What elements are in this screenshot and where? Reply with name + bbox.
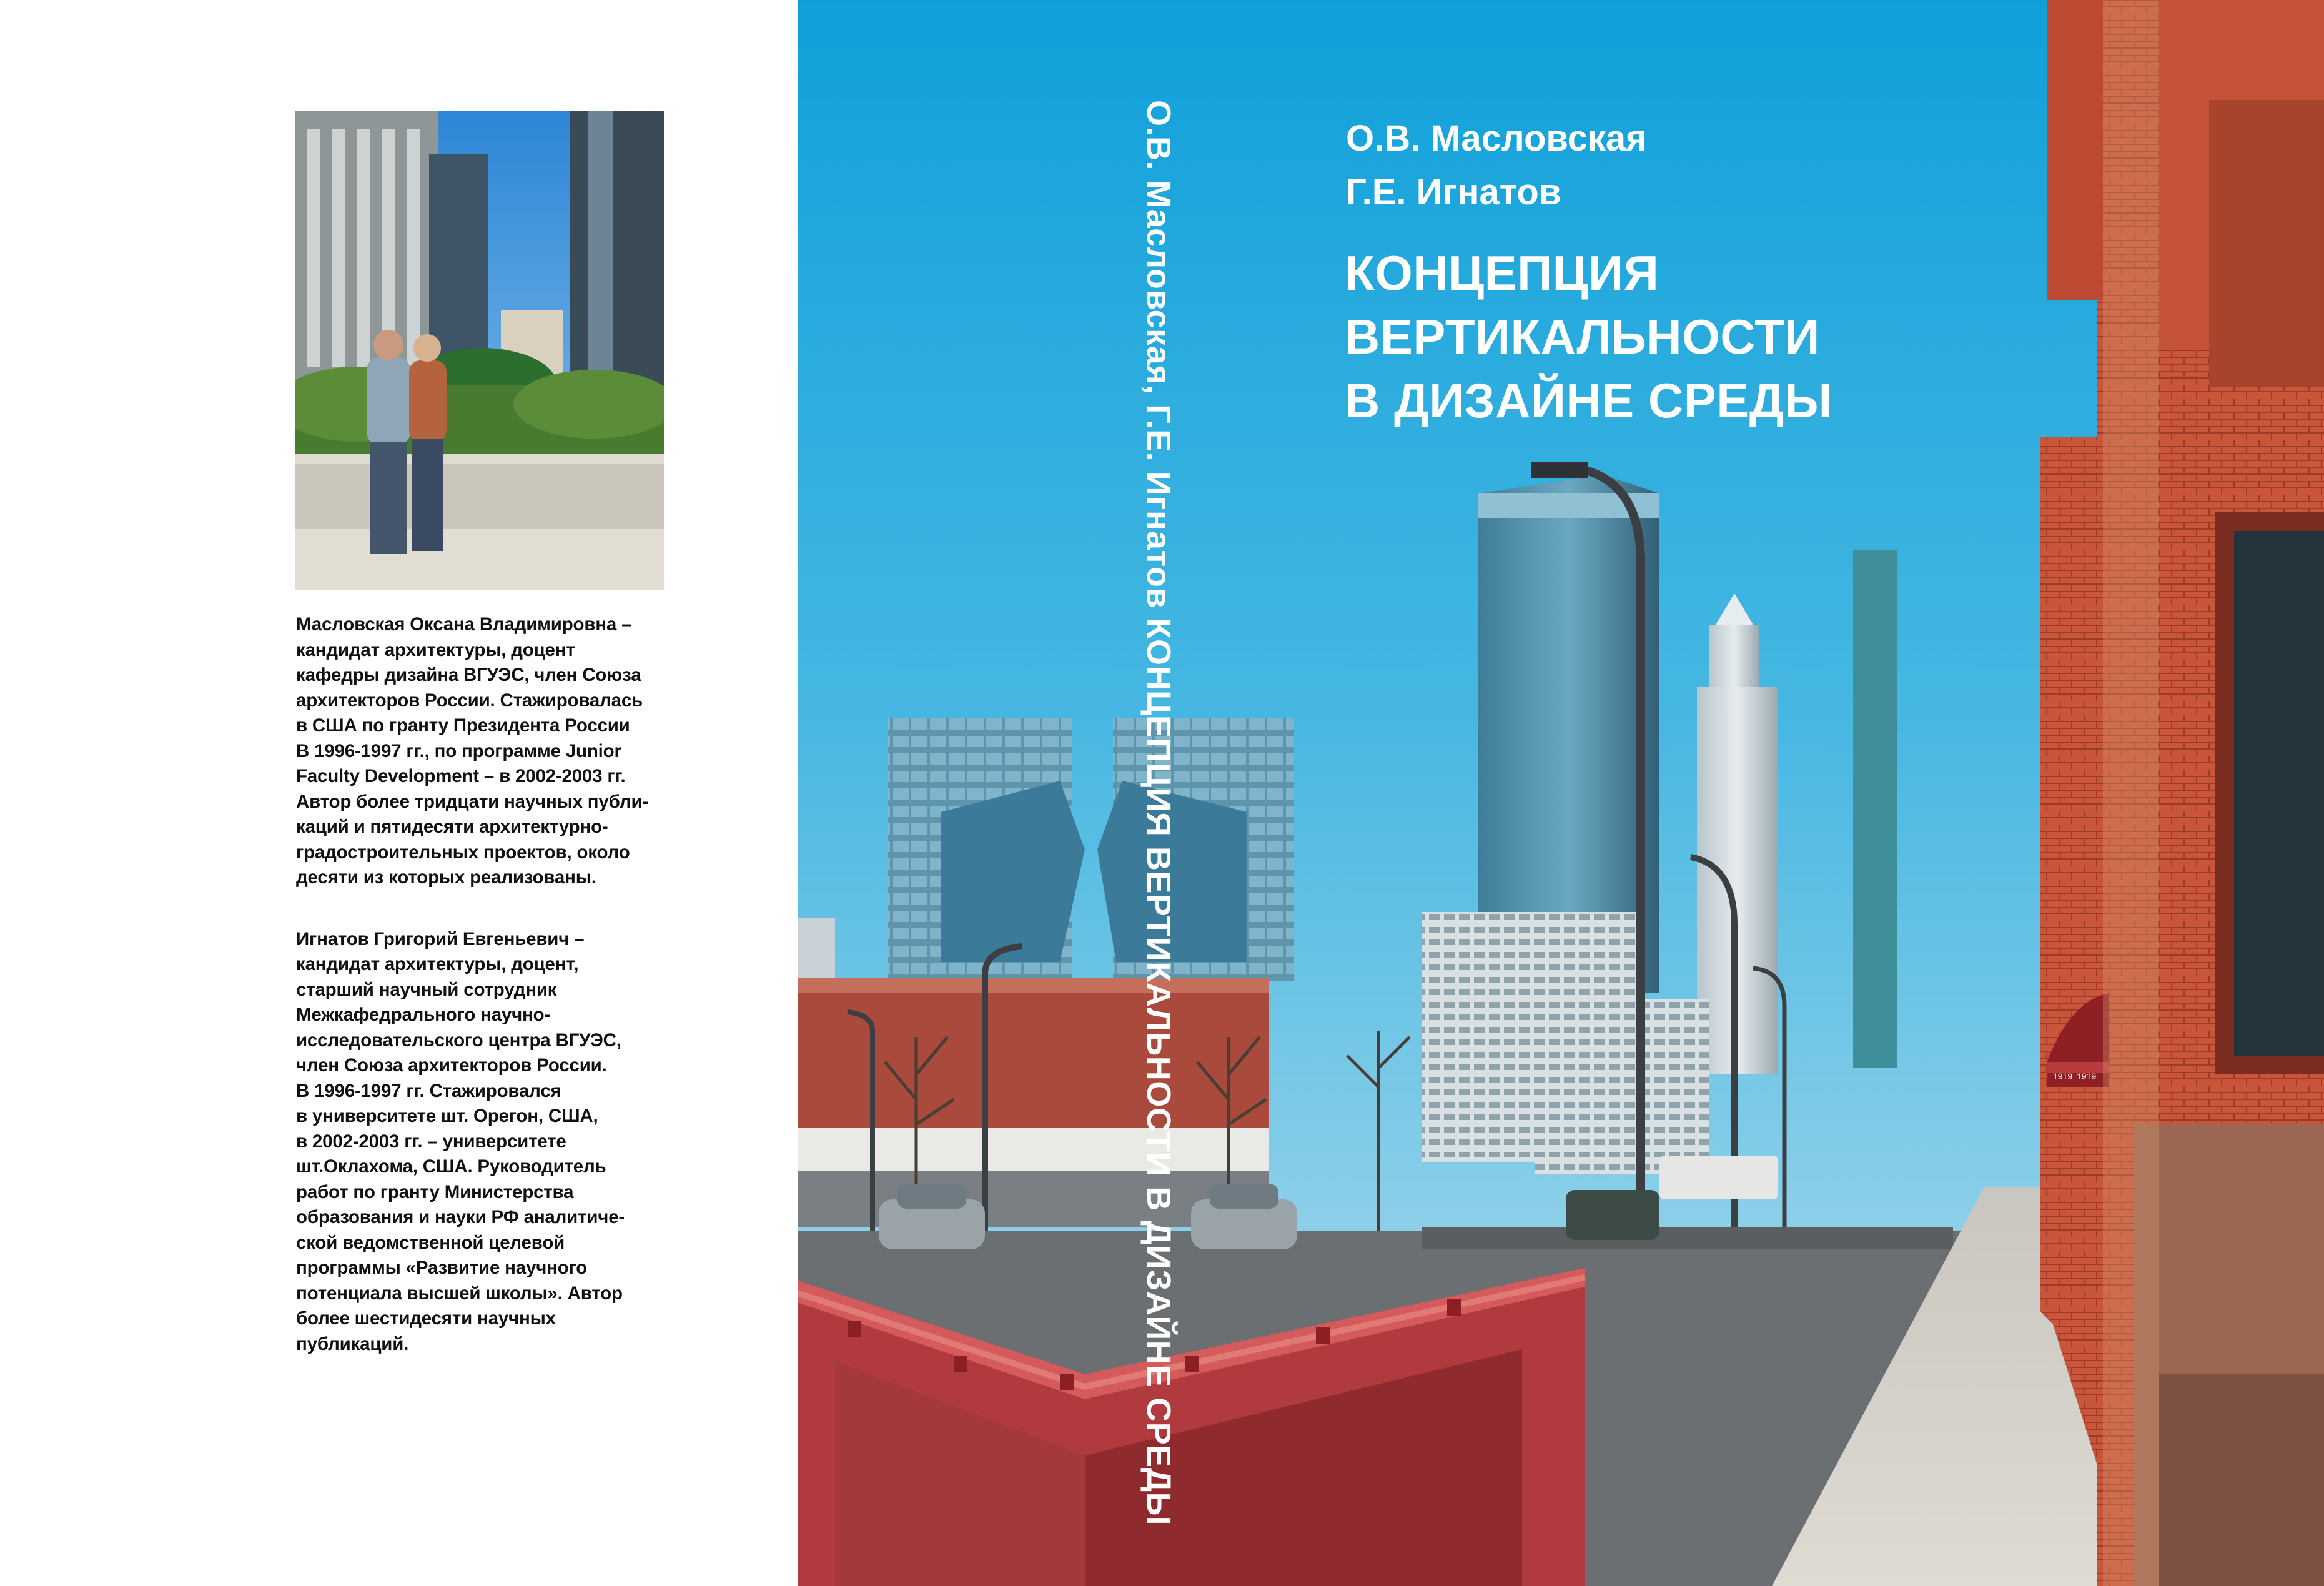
bio-line: градостроительных проектов, около xyxy=(296,841,630,863)
bio-line: работ по гранту Министерства xyxy=(296,1181,574,1202)
bio-line: десяти из которых реализованы. xyxy=(296,867,596,888)
bio-line: исследовательского центра ВГУЭС, xyxy=(296,1029,621,1051)
bio-ignatov xyxy=(296,927,696,1357)
bio-line: потенциала высшей школы». Автор xyxy=(296,1282,623,1304)
bio-line: Автор более тридцати научных публи- xyxy=(296,791,649,812)
bio-line: член Союза архитекторов России. xyxy=(296,1055,607,1076)
bio-line: кандидат архитектуры, доцент xyxy=(296,639,575,660)
front-cover xyxy=(798,0,2324,1586)
bio-line: образования и науки РФ аналитиче- xyxy=(296,1207,625,1227)
author-bios xyxy=(296,612,696,1393)
author-photo-image xyxy=(295,111,664,590)
author-photo xyxy=(295,111,664,590)
bio-line: в университете шт. Орегон, США, xyxy=(296,1106,598,1126)
street-sign-1: 1919 xyxy=(2053,1071,2073,1081)
bio-line: программы «Развитие научного xyxy=(296,1257,588,1278)
cover-title-line-1: КОНЦЕПЦИЯ xyxy=(1345,245,1659,300)
bio-line: более шестидесяти научных xyxy=(296,1308,556,1329)
cover-author-2: Г.Е. Игнатов xyxy=(1346,172,1561,212)
bio-line: в 2002-2003 гг. – университете xyxy=(296,1131,566,1152)
bio-line: кафедры дизайна ВГУЭС, член Союза xyxy=(296,665,641,685)
cover-title-line-2: ВЕРТИКАЛЬНОСТИ xyxy=(1345,309,1820,364)
cover-city-photo xyxy=(798,0,2324,1586)
bio-line: Faculty Development – в 2002-2003 гг. xyxy=(296,766,626,786)
street-sign-2: 1919 xyxy=(2077,1071,2097,1081)
bio-line: публикаций. xyxy=(296,1333,409,1354)
spine-text-wrapper xyxy=(1115,100,1202,1524)
bio-line: каций и пятидесяти архитектурно- xyxy=(296,816,608,837)
cover-author-1: О.В. Масловская xyxy=(1346,118,1647,159)
bio-line: Игнатов Григорий Евгеньевич – xyxy=(296,928,585,949)
cover-title-line-3: В ДИЗАЙНЕ СРЕДЫ xyxy=(1345,373,1832,428)
bio-line: кандидат архитектуры, доцент, xyxy=(296,954,579,974)
bio-line: в США по гранту Президента России xyxy=(296,715,630,736)
bio-line: Межкафедрального научно- xyxy=(296,1004,551,1025)
bio-line: старший научный сотрудник xyxy=(296,979,557,1000)
back-cover xyxy=(0,0,798,1586)
bio-line: Масловская Оксана Владимировна – xyxy=(296,614,632,635)
spine-text: О.В. Масловская, Г.Е. Игнатов КОНЦЕПЦИЯ ВЕРТИКАЛЬНОСТИ В ДИЗАЙНЕ СРЕДЫ xyxy=(1140,100,1177,1526)
bio-line: ской ведомственной целевой xyxy=(296,1232,565,1253)
bio-line: В 1996-1997 гг., по программе Junior xyxy=(296,740,621,761)
bio-line: архитекторов России. Стажировалась xyxy=(296,690,643,711)
bio-maslovskaya xyxy=(296,612,696,891)
bio-line: В 1996-1997 гг. Стажировался xyxy=(296,1080,561,1101)
bio-line: шт.Оклахома, США. Руководитель xyxy=(296,1156,606,1177)
